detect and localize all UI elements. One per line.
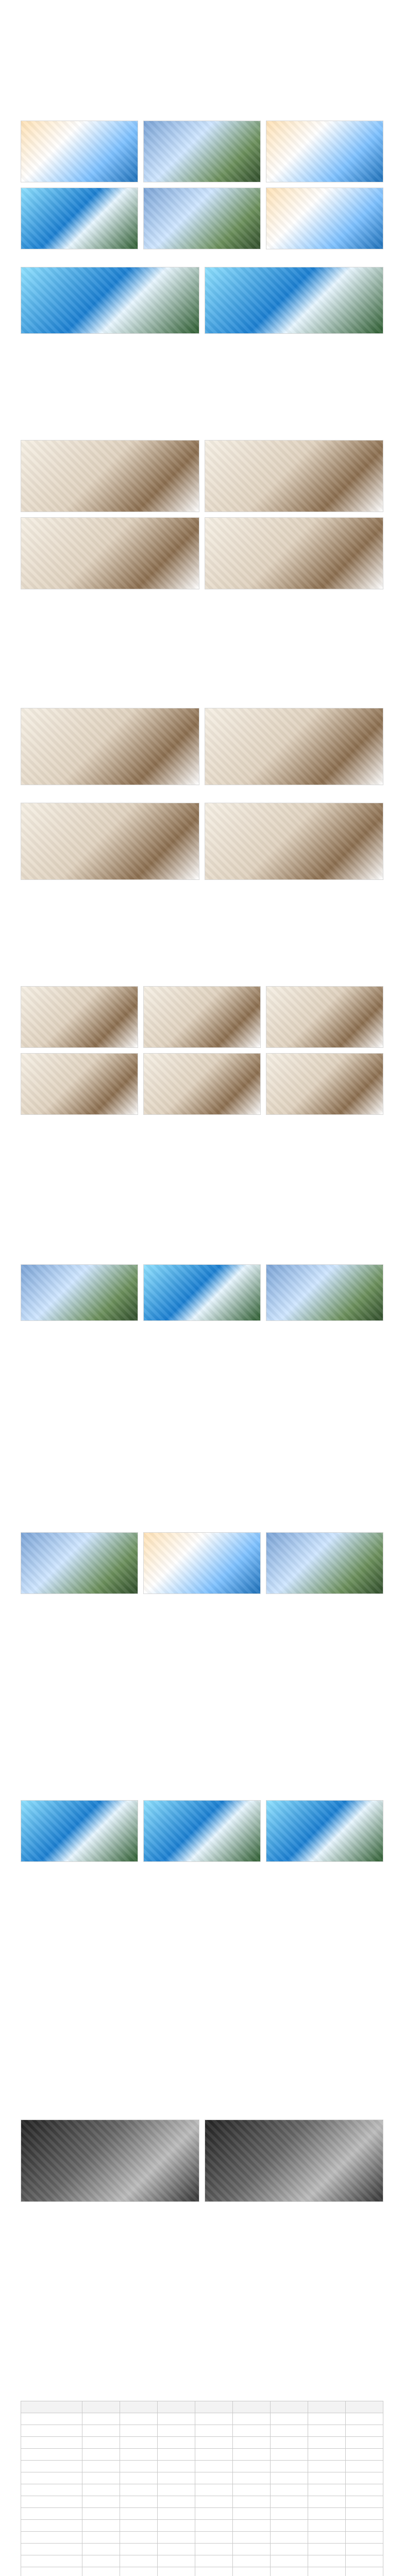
price-table-cell	[271, 2425, 308, 2437]
photo-32	[21, 2120, 199, 2202]
price-table-cell	[195, 2496, 233, 2508]
price-table-cell	[271, 2461, 308, 2472]
price-table-cell	[195, 2437, 233, 2449]
section-5-photo-grid	[21, 1264, 383, 1321]
section-6-photo-grid	[21, 1532, 383, 1594]
section-4	[21, 969, 383, 1236]
price-table-cell	[82, 2425, 120, 2437]
section-1-photo-row	[21, 267, 383, 334]
price-table-cell	[308, 2472, 346, 2484]
price-table-cell	[158, 2472, 195, 2484]
photo-10	[205, 440, 383, 512]
price-table-cell	[233, 2472, 271, 2484]
photo-12	[205, 517, 383, 589]
price-table-cell	[158, 2567, 195, 2576]
section-3-paragraph-2	[21, 790, 383, 798]
section-3-title	[21, 680, 383, 692]
price-table-cell	[158, 2413, 195, 2425]
price-table-row	[21, 2532, 383, 2544]
price-table-cell	[21, 2567, 82, 2576]
price-table-cell	[82, 2413, 120, 2425]
price-table-cell	[271, 2567, 308, 2576]
photo-17	[21, 986, 138, 1048]
price-table-header-cell	[233, 2401, 271, 2413]
price-table-cell	[271, 2496, 308, 2508]
price-table-cell	[82, 2461, 120, 2472]
photo-1	[21, 121, 138, 182]
price-table-cell	[308, 2484, 346, 2496]
section-4-title	[21, 969, 383, 981]
price-table-cell	[120, 2413, 158, 2425]
price-table-cell	[233, 2544, 271, 2555]
price-table-cell	[120, 2508, 158, 2520]
section-6-title	[21, 1504, 383, 1517]
price-table-cell	[21, 2484, 82, 2496]
price-table-cell	[21, 2532, 82, 2544]
price-table-cell	[21, 2508, 82, 2520]
price-table-cell	[195, 2555, 233, 2567]
price-table-row	[21, 2413, 383, 2425]
photo-6	[266, 188, 383, 249]
price-table-header-cell	[346, 2401, 383, 2413]
price-table-header-cell	[195, 2401, 233, 2413]
price-table-cell	[82, 2449, 120, 2461]
photo-4	[21, 188, 138, 249]
price-table-cell	[308, 2496, 346, 2508]
price-table-cell	[82, 2484, 120, 2496]
price-table-cell	[82, 2532, 120, 2544]
section-8-paragraph-2	[21, 2207, 383, 2214]
price-table-cell	[158, 2449, 195, 2461]
section-4-paragraph-1	[21, 1120, 383, 1127]
price-table-cell	[308, 2532, 346, 2544]
section-2-photo-grid	[21, 440, 383, 589]
price-table-cell	[308, 2425, 346, 2437]
photo-11	[21, 517, 199, 589]
price-table-cell	[158, 2544, 195, 2555]
price-table-cell	[120, 2555, 158, 2567]
price-table-cell	[271, 2437, 308, 2449]
price-table-cell	[233, 2484, 271, 2496]
section-7-paragraph-3	[21, 1877, 383, 1885]
price-table-header-cell	[271, 2401, 308, 2413]
section-8	[21, 2092, 383, 2380]
photo-24	[143, 1264, 261, 1321]
price-table-cell	[233, 2508, 271, 2520]
section-5-title	[21, 1236, 383, 1249]
section-2	[21, 412, 383, 680]
price-table-cell	[271, 2532, 308, 2544]
price-table-cell	[195, 2532, 233, 2544]
price-table-cell	[195, 2472, 233, 2484]
section-6	[21, 1504, 383, 1772]
price-table-cell	[308, 2544, 346, 2555]
price-table-cell	[158, 2437, 195, 2449]
section-1-photo-grid	[21, 121, 383, 249]
price-table-cell	[233, 2413, 271, 2425]
price-table	[21, 2401, 383, 2576]
section-2-paragraph-1	[21, 428, 383, 435]
photo-30	[143, 1800, 261, 1862]
price-table-cell	[120, 2532, 158, 2544]
price-table-cell	[233, 2437, 271, 2449]
price-table-cell	[195, 2567, 233, 2576]
price-table-cell	[158, 2520, 195, 2532]
photo-25	[266, 1264, 383, 1321]
price-table-row	[21, 2555, 383, 2567]
price-table-header-cell	[21, 2401, 82, 2413]
price-table-row	[21, 2437, 383, 2449]
photo-8	[205, 267, 383, 334]
price-table-row	[21, 2496, 383, 2508]
section-3-photo-grid	[21, 708, 383, 785]
price-table-cell	[271, 2413, 308, 2425]
photo-20	[21, 1053, 138, 1115]
photo-28	[266, 1532, 383, 1594]
section-4-photo-grid	[21, 986, 383, 1115]
price-table-cell	[233, 2425, 271, 2437]
section-5-paragraph-2	[21, 1326, 383, 1333]
photo-14	[205, 708, 383, 785]
price-table-cell	[233, 2461, 271, 2472]
price-table-cell	[82, 2567, 120, 2576]
price-table-cell	[195, 2425, 233, 2437]
price-table-cell	[158, 2508, 195, 2520]
price-table-cell	[120, 2425, 158, 2437]
price-table-cell	[120, 2544, 158, 2555]
section-7-title	[21, 1772, 383, 1785]
price-table-row	[21, 2508, 383, 2520]
photo-33	[205, 2120, 383, 2202]
price-table-cell	[346, 2555, 383, 2567]
section-8-paragraph-1	[21, 2107, 383, 2114]
price-table-row	[21, 2449, 383, 2461]
price-table-cell	[21, 2555, 82, 2567]
price-table-cell	[346, 2413, 383, 2425]
price-table-cell	[308, 2437, 346, 2449]
price-table-cell	[271, 2544, 308, 2555]
price-table-cell	[21, 2413, 82, 2425]
price-table-row	[21, 2461, 383, 2472]
section-4-paragraph-2	[21, 1130, 383, 1138]
price-table-cell	[308, 2461, 346, 2472]
price-table-header-row	[21, 2401, 383, 2413]
photo-15	[21, 803, 199, 880]
price-table-cell	[346, 2484, 383, 2496]
price-table-cell	[271, 2449, 308, 2461]
photo-31	[266, 1800, 383, 1862]
price-table-header-cell	[120, 2401, 158, 2413]
price-table-cell	[82, 2508, 120, 2520]
price-table-cell	[21, 2496, 82, 2508]
price-table-cell	[233, 2496, 271, 2508]
photo-5	[143, 188, 261, 249]
section-2-title	[21, 412, 383, 425]
price-table-cell	[120, 2484, 158, 2496]
price-table-cell	[82, 2472, 120, 2484]
price-table-cell	[308, 2567, 346, 2576]
price-table-cell	[308, 2413, 346, 2425]
price-table-row	[21, 2472, 383, 2484]
header	[21, 0, 383, 93]
price-table-row	[21, 2544, 383, 2555]
price-table-cell	[120, 2437, 158, 2449]
section-6-paragraph-2	[21, 1599, 383, 1606]
price-table-cell	[82, 2437, 120, 2449]
price-table-cell	[271, 2472, 308, 2484]
price-table-cell	[308, 2449, 346, 2461]
photo-22	[266, 1053, 383, 1115]
price-table-cell	[346, 2425, 383, 2437]
price-table-cell	[233, 2555, 271, 2567]
price-table-cell	[120, 2449, 158, 2461]
price-table-cell	[346, 2532, 383, 2544]
photo-16	[205, 803, 383, 880]
price-table-cell	[158, 2555, 195, 2567]
price-table-cell	[346, 2472, 383, 2484]
price-table-cell	[308, 2520, 346, 2532]
section-7	[21, 1772, 383, 2092]
price-table-row	[21, 2425, 383, 2437]
price-table-title	[21, 2388, 383, 2397]
price-table-cell	[120, 2472, 158, 2484]
photo-21	[143, 1053, 261, 1115]
price-table-cell	[233, 2567, 271, 2576]
price-table-cell	[158, 2484, 195, 2496]
price-table-cell	[195, 2413, 233, 2425]
price-table-cell	[271, 2508, 308, 2520]
price-table-cell	[346, 2437, 383, 2449]
price-table-cell	[346, 2449, 383, 2461]
price-table-cell	[346, 2567, 383, 2576]
photo-29	[21, 1800, 138, 1862]
section-5	[21, 1236, 383, 1504]
photo-19	[266, 986, 383, 1048]
section-7-paragraph-1	[21, 1788, 383, 1795]
section-3	[21, 680, 383, 969]
photo-27	[143, 1532, 261, 1594]
price-table-cell	[21, 2472, 82, 2484]
price-table-cell	[120, 2461, 158, 2472]
price-table-cell	[82, 2555, 120, 2567]
section-8-photo-grid	[21, 2120, 383, 2202]
price-table-cell	[346, 2520, 383, 2532]
price-table-cell	[195, 2544, 233, 2555]
price-table-cell	[21, 2461, 82, 2472]
price-table-cell	[346, 2461, 383, 2472]
price-table-cell	[21, 2544, 82, 2555]
photo-7	[21, 267, 199, 334]
photo-2	[143, 121, 261, 182]
section-1-paragraph-1	[21, 108, 383, 115]
price-table-cell	[233, 2449, 271, 2461]
section-3-paragraph-1	[21, 696, 383, 703]
price-table-cell	[21, 2520, 82, 2532]
price-table-cell	[195, 2520, 233, 2532]
price-table-cell	[158, 2425, 195, 2437]
price-table-cell	[158, 2496, 195, 2508]
price-table-cell	[195, 2449, 233, 2461]
photo-9	[21, 440, 199, 512]
price-table-cell	[120, 2567, 158, 2576]
section-3-photo-grid-2	[21, 803, 383, 880]
price-table-cell	[271, 2520, 308, 2532]
price-table-header-cell	[308, 2401, 346, 2413]
price-table-cell	[195, 2508, 233, 2520]
price-table-cell	[21, 2449, 82, 2461]
section-6-paragraph-1	[21, 1520, 383, 1527]
section-7-paragraph-2	[21, 1867, 383, 1874]
photo-26	[21, 1532, 138, 1594]
price-table-cell	[195, 2484, 233, 2496]
price-table-header-cell	[82, 2401, 120, 2413]
price-table-row	[21, 2567, 383, 2576]
price-table-cell	[158, 2532, 195, 2544]
price-table-row	[21, 2484, 383, 2496]
price-table-cell	[158, 2461, 195, 2472]
price-table-cell	[308, 2555, 346, 2567]
photo-3	[266, 121, 383, 182]
price-table-cell	[82, 2544, 120, 2555]
price-table-header-cell	[158, 2401, 195, 2413]
price-table-cell	[21, 2437, 82, 2449]
price-table-cell	[195, 2461, 233, 2472]
section-1	[21, 93, 383, 412]
price-table-cell	[308, 2508, 346, 2520]
photo-13	[21, 708, 199, 785]
section-1-title	[21, 93, 383, 105]
price-table-section	[21, 2388, 383, 2576]
section-3-paragraph-3	[21, 885, 383, 892]
photo-18	[143, 986, 261, 1048]
price-table-cell	[346, 2544, 383, 2555]
price-table-cell	[271, 2484, 308, 2496]
price-table-cell	[346, 2508, 383, 2520]
section-5-paragraph-1	[21, 1252, 383, 1259]
price-table-cell	[82, 2496, 120, 2508]
section-1-paragraph-2	[21, 255, 383, 262]
price-table-cell	[233, 2520, 271, 2532]
price-table-cell	[21, 2425, 82, 2437]
price-table-cell	[233, 2532, 271, 2544]
price-table-cell	[82, 2520, 120, 2532]
price-table-cell	[120, 2496, 158, 2508]
price-table-cell	[271, 2555, 308, 2567]
section-8-title	[21, 2092, 383, 2104]
price-table-cell	[120, 2520, 158, 2532]
section-7-photo-grid	[21, 1800, 383, 1862]
photo-23	[21, 1264, 138, 1321]
price-table-cell	[346, 2496, 383, 2508]
price-table-row	[21, 2520, 383, 2532]
